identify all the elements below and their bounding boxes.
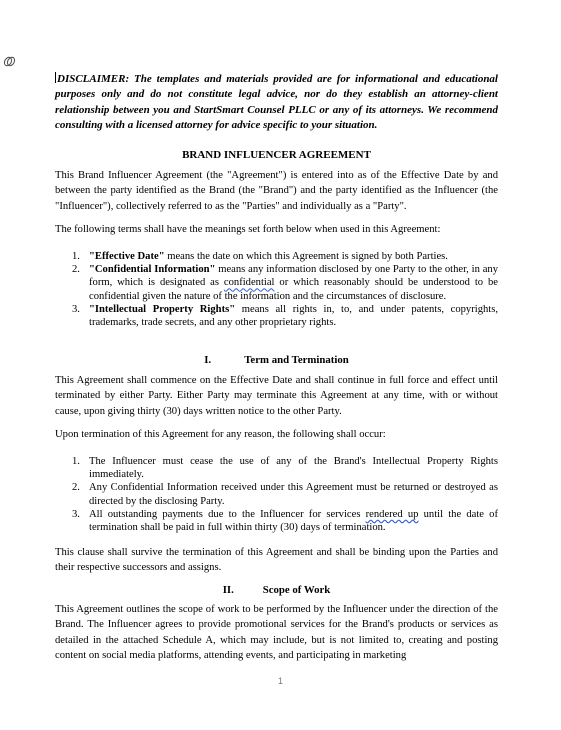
- disclaimer-text: DISCLAIMER: The templates and materials provided are for informational and educational purposes only and do not constitute legal advice, nor do they establish an attorney-client relationship between you and StartSmart Counsel PLLC or any of its attorneys. We recommend consulting with a licensed attorney for advice specific to your situation.: [55, 73, 498, 132]
- list-item: 3. All outstanding payments due to the Influencer for services rendered up until the date of termination shall be paid in full within thirty (30) days of termination.: [72, 508, 498, 534]
- page-number: 1: [277, 676, 283, 686]
- section-heading-scope: II. Scope of Work: [222, 584, 331, 596]
- text-cursor: [55, 72, 56, 83]
- survival-paragraph: This clause shall survive the termination of this Agreement and shall be binding upon the Parties and their respective successors and assigns.: [55, 547, 498, 574]
- document-title: BRAND INFLUENCER AGREEMENT: [182, 149, 371, 161]
- spellcheck-flag[interactable]: rendered up: [365, 508, 419, 520]
- list-item: 2. "Confidential Information" means any information disclosed by one Party to the other, in any form, which is designated as confidential or which reasonably should be understood to be confidential given the nature of the information and the circumstances of disclosure.: [72, 264, 498, 302]
- term-paragraph: This Agreement shall commence on the Effective Date and shall continue in full force and effect until terminated by either Party. Either Party may terminate this Agreement at any time, with or without cause, upon giving thirty (30) days written notice to the other Party.: [55, 375, 498, 417]
- definitions-intro: The following terms shall have the meanings set forth below when used in this Agreement:: [55, 224, 441, 235]
- list-item: 2. Any Confidential Information received under this Agreement must be returned or destroyed as directed by the disclosing Party.: [72, 482, 498, 507]
- termination-list: [55, 455, 498, 534]
- list-item: 1. "Effective Date" means the date on which this Agreement is signed by both Parties.: [72, 251, 448, 262]
- termination-intro: Upon termination of this Agreement for any reason, the following shall occur:: [55, 429, 386, 440]
- list-item: 1. The Influencer must cease the use of any of the Brand's Intellectual Property Rights immediately.: [72, 456, 498, 481]
- anchor-icon[interactable]: [3, 55, 16, 68]
- section-heading-term: I. Term and Termination: [204, 354, 349, 366]
- list-item: 3. "Intellectual Property Rights" means all rights in, to, and under patents, copyrights, trademarks, trade secrets, and any other proprietary rights.: [72, 303, 499, 329]
- definitions-list: [55, 250, 498, 329]
- intro-paragraph: This Brand Influencer Agreement (the "Agreement") is entered into as of the Effective Date by and between the party identified as the Brand (the "Brand") and the party identified as the Influencer (the "Influencer"), collectively referred to as the "Parties" and individually as a "Party".: [55, 170, 498, 212]
- scope-paragraph: This Agreement outlines the scope of work to be performed by the Influencer under the direction of the Brand. The Influencer agrees to provide promotional services for the Brand's products or services as detailed in the attached Schedule A, which may include, but is not limited to, creating and posting content on social media platforms, attending events, and participating in marketing: [55, 604, 498, 662]
- spellcheck-flag[interactable]: confidential: [223, 277, 275, 289]
